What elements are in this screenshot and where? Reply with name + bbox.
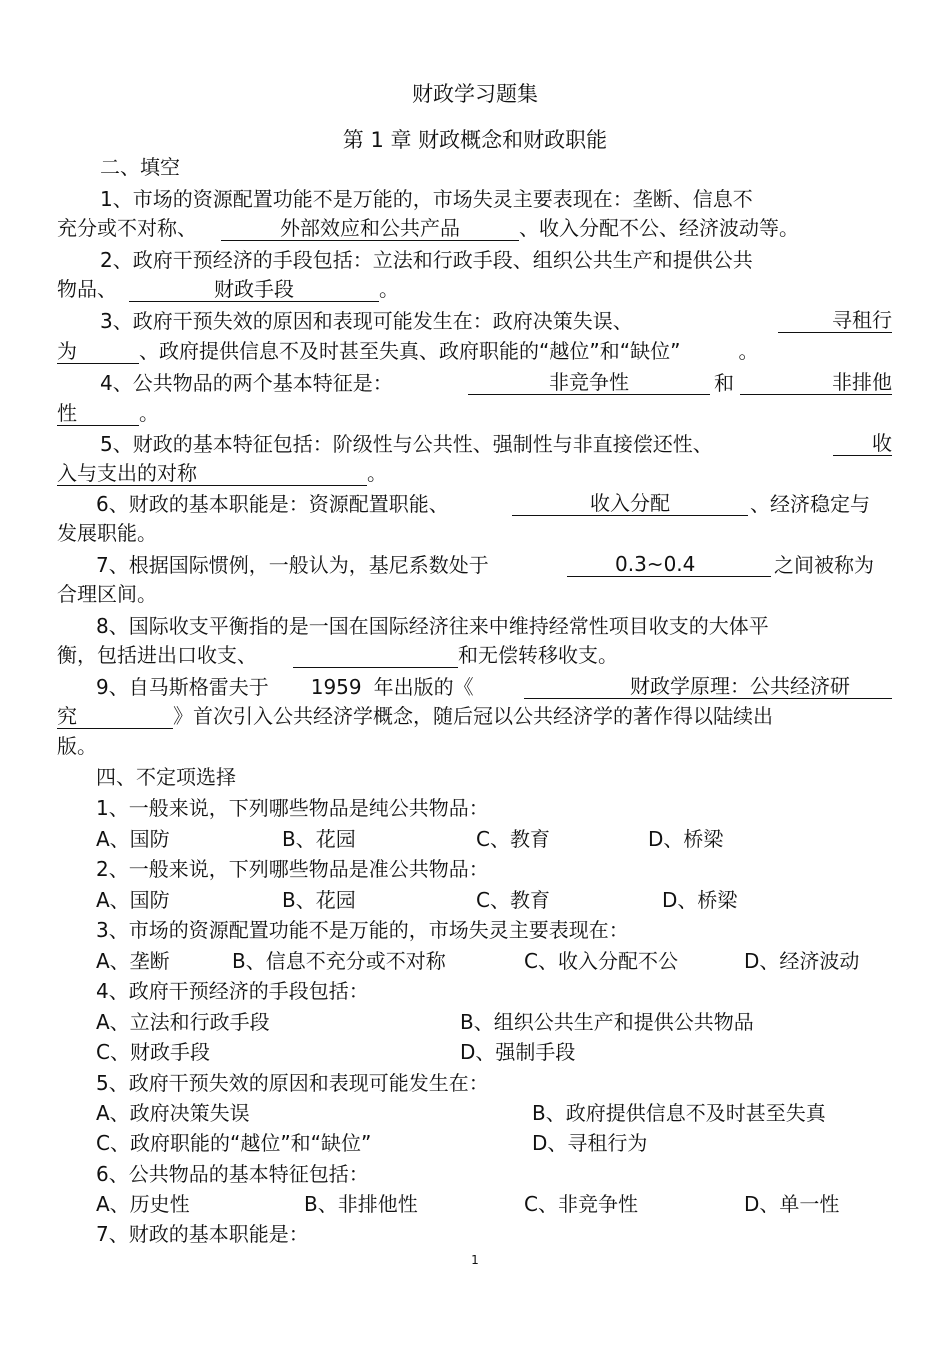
section-heading-choice: 四、不定项选择	[96, 765, 236, 789]
q4-line2	[57, 400, 159, 426]
document-title: 财政学习题集	[412, 82, 538, 106]
choice-q2-stem: 2、一般来说，下列哪些物品是准公共物品：	[96, 857, 489, 881]
choice-q1-option-d: D、桥梁	[648, 827, 724, 851]
q9-line1	[96, 674, 474, 700]
q8-answer-blank	[293, 643, 458, 668]
chapter-title: 第 1 章 财政概念和财政职能	[342, 128, 608, 152]
q3-text-b: 、政府提供信息不及时甚至失真、政府职能的“越位”和“缺位”	[139, 339, 681, 363]
choice-q6-option-a: A、历史性	[96, 1192, 190, 1216]
choice-q3-option-d: D、经济波动	[744, 949, 860, 973]
q2-text-b: 。	[379, 277, 399, 301]
q7-line2: 合理区间。	[57, 582, 157, 606]
choice-q5-option-b: B、政府提供信息不及时甚至失真	[532, 1101, 826, 1125]
choice-q2-option-b: B、花园	[282, 888, 356, 912]
q8-line1: 8、国际收支平衡指的是一国在国际经济往来中维持经常性项目收支的大体平	[96, 614, 769, 638]
q1-line2	[57, 215, 799, 241]
choice-q5-option-d: D、寻租行为	[532, 1131, 648, 1155]
q5-answer-blank-part1: 收	[833, 431, 892, 456]
choice-q4-option-b: B、组织公共生产和提供公共物品	[460, 1010, 754, 1034]
q4-answer-blank2-part1: 非排他	[740, 370, 892, 395]
q4-line1: 4、公共物品的两个基本特征是：	[100, 371, 393, 395]
q7-answer-blank: 0.3~0.4	[567, 552, 771, 577]
choice-q1-option-c: C、教育	[476, 827, 550, 851]
q7-line1: 7、根据国际惯例，一般认为，基尼系数处于	[96, 553, 489, 577]
q9-answer-blank-part1: 财政学原理：公共经济研	[524, 674, 892, 699]
q6-line2: 发展职能。	[57, 521, 157, 545]
choice-q2-option-c: C、教育	[476, 888, 550, 912]
choice-q2-option-a: A、国防	[96, 888, 170, 912]
choice-q5-stem: 5、政府干预失效的原因和表现可能发生在：	[96, 1071, 489, 1095]
section-heading-fill-blank: 二、填空	[100, 155, 180, 179]
choice-q2-option-d: D、桥梁	[662, 888, 738, 912]
q3-line1: 3、政府干预失效的原因和表现可能发生在：政府决策失误、	[100, 309, 633, 333]
q7-line1-tail: 之间被称为	[774, 553, 874, 577]
q3-line2	[57, 338, 758, 364]
q2-line1: 2、政府干预经济的手段包括：立法和行政手段、组织公共生产和提供公共	[100, 248, 753, 272]
q8-line2	[57, 642, 618, 668]
q5-line2	[57, 460, 387, 486]
q1-text-a: 充分或不对称、	[57, 216, 197, 240]
q8-text-b: 和无偿转移收支。	[458, 643, 618, 667]
choice-q4-option-c: C、财政手段	[96, 1040, 210, 1064]
q9-text-c: 》首次引入公共经济学概念，随后冠以公共经济学的著作得以陆续出	[173, 704, 773, 728]
q4-and: 和	[714, 371, 734, 395]
choice-q6-option-c: C、非竞争性	[524, 1192, 638, 1216]
choice-q5-option-c: C、政府职能的“越位”和“缺位”	[96, 1131, 372, 1155]
choice-q4-option-d: D、强制手段	[460, 1040, 576, 1064]
page-number: 1	[471, 1253, 479, 1267]
q1-answer-blank: 外部效应和公共产品	[221, 216, 519, 241]
choice-q4-stem: 4、政府干预经济的手段包括：	[96, 979, 369, 1003]
q3-answer-blank-part2: 为	[57, 339, 139, 364]
choice-q1-option-b: B、花园	[282, 827, 356, 851]
choice-q3-option-c: C、收入分配不公	[524, 949, 678, 973]
q6-line1: 6、财政的基本职能是：资源配置职能、	[96, 492, 449, 516]
q9-text-a: 9、自马斯格雷夫于	[96, 675, 269, 699]
q1-text-b: 、收入分配不公、经济波动等。	[519, 216, 799, 240]
q1-line1: 1、市场的资源配置功能不是万能的，市场失灵主要表现在：垄断、信息不	[100, 187, 753, 211]
choice-q6-option-d: D、单一性	[744, 1192, 840, 1216]
q5-line1: 5、财政的基本特征包括：阶级性与公共性、强制性与非直接偿还性、	[100, 432, 713, 456]
choice-q5-option-a: A、政府决策失误	[96, 1101, 250, 1125]
q2-line2	[57, 276, 399, 302]
q5-answer-blank-part2: 入与支出的对称	[57, 461, 367, 486]
q6-line1-tail: 、经济稳定与	[750, 492, 870, 516]
choice-q1-stem: 1、一般来说，下列哪些物品是纯公共物品：	[96, 796, 489, 820]
q3-end: 。	[738, 339, 759, 363]
q4-answer-blank2-part2: 性	[57, 401, 139, 426]
q4-end: 。	[139, 401, 159, 425]
q9-answer-blank-part2: 究	[57, 704, 173, 729]
choice-q4-option-a: A、立法和行政手段	[96, 1010, 270, 1034]
choice-q6-option-b: B、非排他性	[304, 1192, 418, 1216]
q6-answer-blank: 收入分配	[512, 491, 748, 516]
choice-q6-stem: 6、公共物品的基本特征包括：	[96, 1162, 369, 1186]
q2-answer-blank: 财政手段	[129, 277, 379, 302]
choice-q3-stem: 3、市场的资源配置功能不是万能的，市场失灵主要表现在：	[96, 918, 629, 942]
q9-year: 1959	[310, 675, 362, 699]
q4-answer-blank1: 非竞争性	[468, 370, 710, 395]
q2-text-a: 物品、	[57, 277, 117, 301]
q3-answer-blank-part1: 寻租行	[778, 308, 892, 333]
q9-line2	[57, 703, 773, 729]
q8-text-a: 衡，包括进出口收支、	[57, 643, 257, 667]
choice-q7-stem: 7、财政的基本职能是：	[96, 1222, 309, 1246]
q5-end: 。	[367, 461, 387, 485]
choice-q3-option-a: A、垄断	[96, 949, 170, 973]
q9-line3: 版。	[57, 734, 97, 758]
choice-q1-option-a: A、国防	[96, 827, 170, 851]
q9-text-b: 年出版的《	[373, 675, 474, 699]
choice-q3-option-b: B、信息不充分或不对称	[232, 949, 446, 973]
